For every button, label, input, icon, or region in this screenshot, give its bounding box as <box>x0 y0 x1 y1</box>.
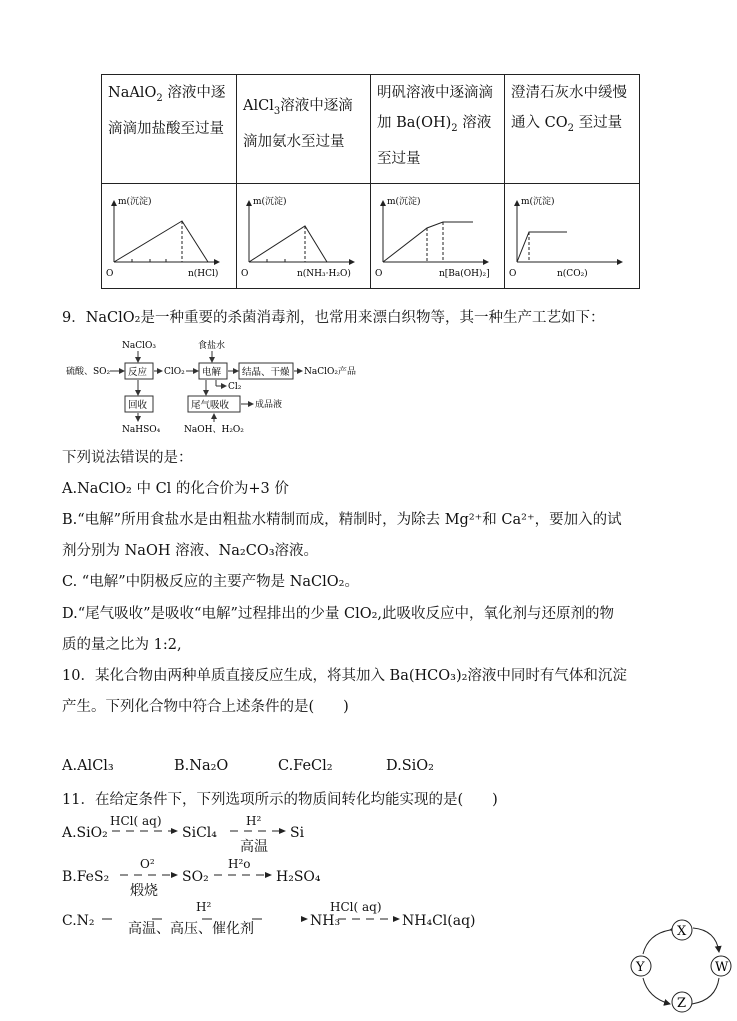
graph-2 <box>237 184 369 288</box>
q9-option-a: A.NaClO₂ 中 Cl 的化合价为+3 价 <box>62 481 289 497</box>
q11-b-end: H₂SO₄ <box>276 869 321 885</box>
q11-c-cond2: HCl( aq) <box>330 900 382 914</box>
q9-prompt: 下列说法错误的是： <box>62 450 193 466</box>
q11-a-start: A.SiO₂ <box>62 825 108 841</box>
cycle-diagram <box>626 918 736 1018</box>
origin-1: O <box>106 269 114 279</box>
y-axis-label-4: m(沉淀) <box>521 197 555 207</box>
process-flowchart <box>66 337 366 441</box>
x-axis-label-1: n(HCl) <box>188 269 219 279</box>
table-header-1: NaAlO$_2$ 溶液中逐滴滴加盐酸至过量 <box>102 75 237 184</box>
graph-cell-3 <box>371 184 505 289</box>
flow-clo2: ClO₂ <box>164 367 185 377</box>
q11-a-cond2-top: H² <box>246 814 262 828</box>
flow-product: NaClO₂产品 <box>304 367 356 377</box>
flow-finished-liquid: 成品液 <box>255 400 283 410</box>
origin-2: O <box>241 269 249 279</box>
q9-option-b-line2: 剂分别为 NaOH 溶液、Na₂CO₃溶液。 <box>62 543 319 559</box>
q11-b-cond2: H²o <box>228 857 251 871</box>
flow-box-crystallize: 结晶、干燥 <box>242 367 290 378</box>
flow-box-electrolysis: 电解 <box>202 367 222 378</box>
graph-cell-1 <box>102 184 237 289</box>
flow-box-tail-gas: 尾气吸收 <box>191 400 230 411</box>
q11-b-cond1-bottom: 煅烧 <box>130 883 158 899</box>
table-header-3: 明矾溶液中逐滴滴加 $Ba(OH)_2$ 溶液至过量 <box>371 75 505 184</box>
q11-b-start: B.FeS₂ <box>62 869 110 885</box>
x-axis-label-4: n(CO₂) <box>557 269 588 279</box>
flow-naclo3: NaClO₃ <box>122 341 156 351</box>
q9-option-d-line1: D.“尾气吸收”是吸收“电解”过程排出的少量 ClO₂,此吸收反应中，氧化剂与还原剂的物 <box>62 606 615 622</box>
table-header-2: AlCl$_3$溶液中逐滴滴加氨水至过量 <box>237 75 371 184</box>
flow-nahso4: NaHSO₄ <box>122 425 161 435</box>
cycle-node-w: W <box>715 960 729 975</box>
q10-option-d: D.SiO₂ <box>386 758 434 774</box>
q11-stem: 11．在给定条件下，下列选项所示的物质间转化均能实现的是( ) <box>62 792 498 808</box>
y-axis-label-3: m(沉淀) <box>387 197 421 207</box>
y-axis-label-1: m(沉淀) <box>118 197 152 207</box>
q10-stem-line1: 10．某化合物由两种单质直接反应生成，将其加入 Ba(HCO₃)₂溶液中同时有气体和沉淀 <box>62 668 627 684</box>
data-table <box>101 74 640 289</box>
graph-4 <box>505 184 639 288</box>
graph-cell-2 <box>237 184 371 289</box>
q11-b-arrow2 <box>212 869 274 881</box>
q10-stem-line2: 产生。下列化合物中符合上述条件的是( ) <box>62 699 349 715</box>
q11-c-end: NH₄Cl(aq) <box>402 913 476 929</box>
q9-stem: 9．NaClO₂是一种重要的杀菌消毒剂，也常用来漂白织物等，其一种生产工艺如下： <box>62 310 605 326</box>
x-axis-label-3: n[Ba(OH)₂] <box>439 269 490 279</box>
q10-option-c: C.FeCl₂ <box>278 758 333 774</box>
q11-a-end: Si <box>290 825 305 841</box>
origin-3: O <box>375 269 383 279</box>
flow-cl2: Cl₂ <box>228 382 242 392</box>
origin-4: O <box>509 269 517 279</box>
x-axis-label-2: n(NH₃·H₂O) <box>297 269 351 279</box>
q10-option-b: B.Na₂O <box>174 758 229 774</box>
q11-b-cond1-top: O² <box>140 857 155 871</box>
q11-c-cond1-top: H² <box>196 900 212 914</box>
flow-brine: 食盐水 <box>198 341 226 351</box>
flow-input-acid: 硫酸、SO₂ <box>66 367 111 377</box>
y-axis-label-2: m(沉淀) <box>253 197 287 207</box>
cycle-node-z: Z <box>677 996 687 1011</box>
flow-box-reaction: 反应 <box>128 367 148 378</box>
q10-option-a: A.AlCl₃ <box>62 758 114 774</box>
q11-a-cond1: HCl( aq) <box>110 814 162 828</box>
cycle-node-y: Y <box>636 960 645 975</box>
q11-c-start: C.N₂ <box>62 913 95 929</box>
flow-naoh-h2o2: NaOH、H₂O₂ <box>184 425 244 435</box>
q11-a-arrow1 <box>110 825 180 837</box>
q11-b-mid: SO₂ <box>182 869 209 885</box>
graph-1 <box>102 184 236 288</box>
q11-c-arrow2 <box>336 913 402 925</box>
flow-box-recovery: 回收 <box>128 400 148 411</box>
q9-option-c: C. “电解”中阴极反应的主要产物是 NaClO₂。 <box>62 574 359 590</box>
graph-cell-4 <box>505 184 640 289</box>
q9-option-b-line1: B.“电解”所用食盐水是由粗盐水精制而成，精制时，为除去 Mg²⁺和 Ca²⁺，要加入的试 <box>62 512 622 528</box>
graph-3 <box>371 184 503 288</box>
cycle-node-x: X <box>677 924 687 939</box>
q9-option-d-line2: 质的量之比为 1:2, <box>62 637 182 653</box>
q11-c-mid: NH₃ <box>310 913 341 929</box>
q11-a-mid: SiCl₄ <box>182 825 217 841</box>
q11-a-cond2-bottom: 高温 <box>240 839 268 855</box>
table-header-4: 澄清石灰水中缓慢通入 $CO_2$ 至过量 <box>505 75 640 184</box>
q11-c-cond1-bottom: 高温、高压、催化剂 <box>128 921 254 937</box>
